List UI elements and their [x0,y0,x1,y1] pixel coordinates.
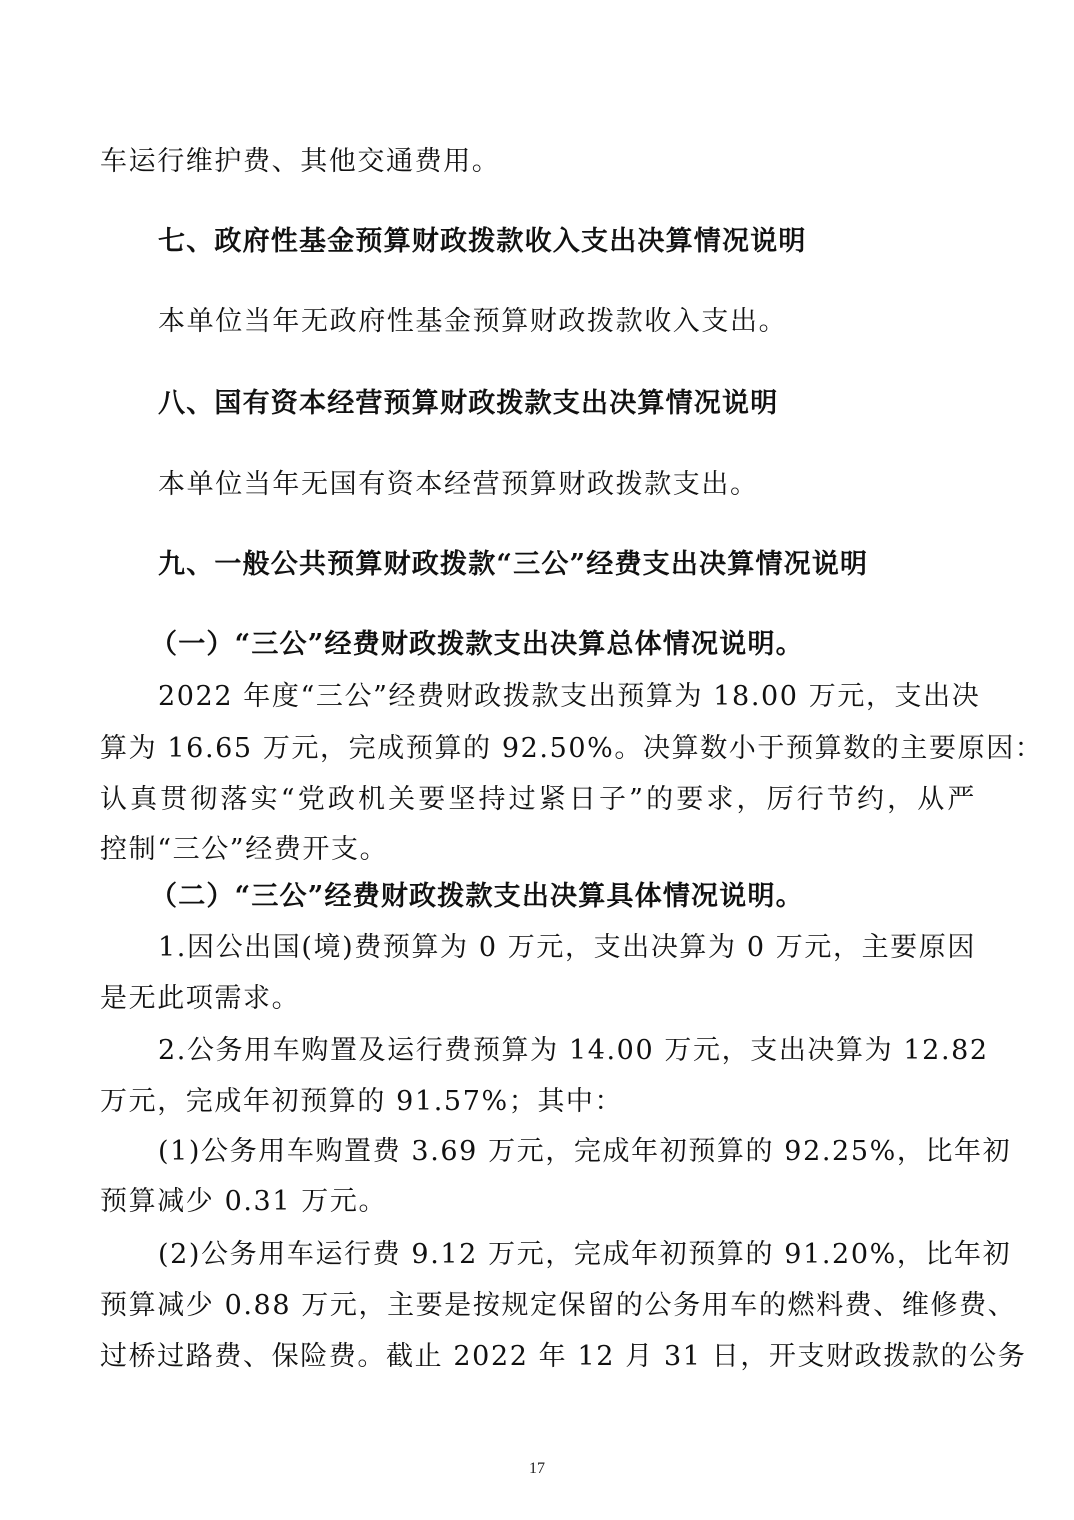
body-text-line: (2)公务用车运行费 9.12 万元，完成年初预算的 91.20%，比年初 [158,1239,1012,1270]
body-text-line: 是无此项需求。 [100,983,301,1014]
body-text-line: 2022 年度“三公”经费财政拨款支出预算为 18.00 万元，支出决 [158,681,981,712]
body-text-line: 本单位当年无国有资本经营预算财政拨款支出。 [158,469,759,500]
body-text-line: 1.因公出国(境)费预算为 0 万元，支出决算为 0 万元，主要原因 [158,932,976,963]
subsection-heading-1: （一）“三公”经费财政拨款支出决算总体情况说明。 [150,629,804,660]
section-heading-7: 七、政府性基金预算财政拨款收入支出决算情况说明 [158,226,807,257]
page-number: 17 [529,1460,545,1477]
body-text-line: 认真贯彻落实“党政机关要坚持过紧日子”的要求，厉行节约，从严 [100,784,976,815]
body-text-line: 2.公务用车购置及运行费预算为 14.00 万元，支出决算为 12.82 [158,1035,989,1066]
body-text-line: 车运行维护费、其他交通费用。 [100,146,501,177]
body-text-line: 预算减少 0.88 万元，主要是按规定保留的公务用车的燃料费、维修费、 [100,1290,1017,1321]
section-heading-8: 八、国有资本经营预算财政拨款支出决算情况说明 [158,388,779,419]
body-text-line: 本单位当年无政府性基金预算财政拨款收入支出。 [158,306,788,337]
body-text-line: 控制“三公”经费开支。 [100,834,389,865]
subsection-heading-2: （二）“三公”经费财政拨款支出决算具体情况说明。 [150,881,804,912]
body-text-line: 过桥过路费、保险费。截止 2022 年 12 月 31 日，开支财政拨款的公务 [100,1341,1027,1372]
section-heading-9: 九、一般公共预算财政拨款“三公”经费支出决算情况说明 [158,549,869,580]
body-text-line: 算为 16.65 万元，完成预算的 92.50%。决算数小于预算数的主要原因： [100,733,1044,764]
body-text-line: (1)公务用车购置费 3.69 万元，完成年初预算的 92.25%，比年初 [158,1136,1012,1167]
body-text-line: 预算减少 0.31 万元。 [100,1186,388,1217]
body-text-line: 万元，完成年初预算的 91.57%；其中： [100,1086,624,1117]
